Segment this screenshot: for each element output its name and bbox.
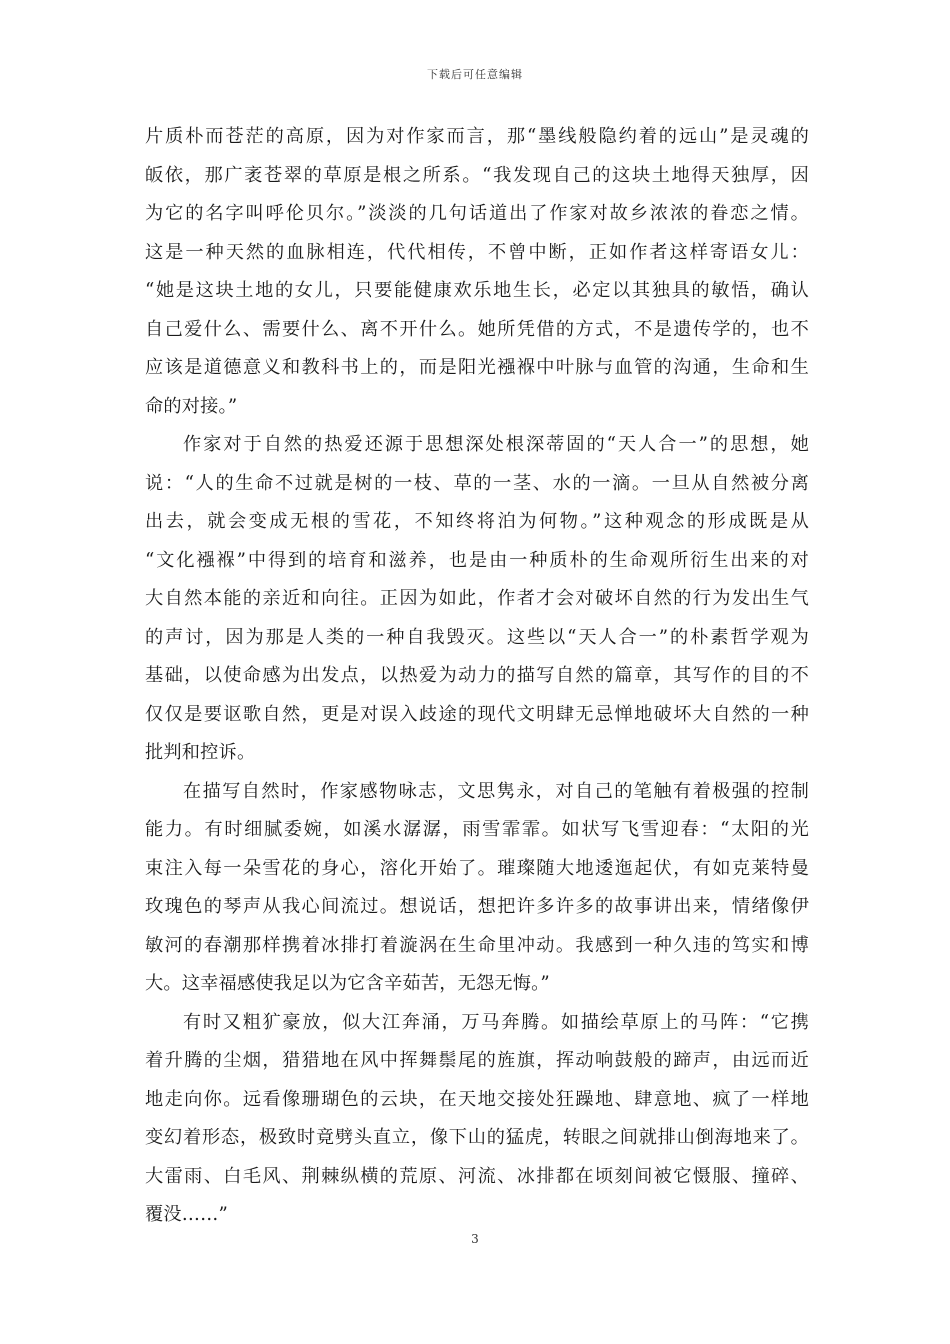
text-line: 批判和控诉。	[145, 742, 256, 763]
text-line: “她是这块土地的女儿，只要能健康欢乐地生长，必定以其独具的敏悟，确认	[145, 280, 809, 301]
text-line: 能力。有时细腻委婉，如溪水潺潺，雨雪霏霏。如状写飞雪迎春：“太阳的光	[145, 819, 809, 840]
text-line: 有时又粗犷豪放，似大江奔涌，万马奔腾。如描绘草原上的马阵：“它携	[183, 1011, 809, 1033]
text-line: 玫瑰色的琴声从我心间流过。想说话，想把许多许多的故事讲出来，情绪像伊	[145, 896, 809, 917]
text-line: 基础，以使命感为出发点，以热爱为动力的描写自然的篇章，其写作的目的不	[145, 665, 809, 686]
text-line: “文化襁褓”中得到的培育和滋养，也是由一种质朴的生命观所衍生出来的对	[145, 549, 809, 571]
text-line: 为它的名字叫呼伦贝尔。”淡淡的几句话道出了作家对故乡浓浓的眷恋之情。	[145, 203, 809, 224]
text-line: 自己爱什么、需要什么、离不开什么。她所凭借的方式，不是遗传学的，也不	[145, 318, 809, 340]
text-line: 地走向你。远看像珊瑚色的云块，在天地交接处狂躁地、肆意地、疯了一样地	[145, 1088, 809, 1110]
text-line: 片质朴而苍茫的高原，因为对作家而言，那“墨线般隐约着的远山”是灵魂的	[145, 126, 809, 147]
text-line: 应该是道德意义和教科书上的，而是阳光襁褓中叶脉与血管的沟通，生命和生	[145, 357, 809, 378]
text-line: 大。这幸福感使我足以为它含辛茹苦，无怨无悔。”	[145, 973, 550, 994]
text-line: 仅仅是要讴歌自然，更是对误入歧途的现代文明肆无忌惮地破坏大自然的一种	[145, 703, 809, 725]
document-body	[145, 118, 809, 1235]
page-header: 下载后可任意编辑	[427, 68, 523, 81]
text-line: 在描写自然时，作家感物咏志，文思隽永，对自己的笔触有着极强的控制	[183, 780, 809, 802]
text-line: 变幻着形态，极致时竟劈头直立，像下山的猛虎，转眼之间就排山倒海地来了。	[145, 1127, 809, 1148]
text-line: 大雷雨、白毛风、荆棘纵横的荒原、河流、冰排都在顷刻间被它慑服、撞碎、	[145, 1165, 809, 1187]
text-line: 皈依，那广袤苍翠的草原是根之所系。“我发现自己的这块土地得天独厚，因	[145, 164, 809, 186]
text-line: 的声讨，因为那是人类的一种自我毁灭。这些以“天人合一”的朴素哲学观为	[145, 626, 809, 648]
text-line: 命的对接。”	[145, 395, 238, 417]
text-line: 说：“人的生命不过就是树的一枝、草的一茎、水的一滴。一旦从自然被分离	[145, 472, 809, 494]
text-line: 出去，就会变成无根的雪花，不知终将泊为何物。”这种观念的形成既是从	[145, 511, 809, 532]
page-number: 3	[471, 1232, 479, 1246]
text-line: 束注入每一朵雪花的身心，溶化开始了。璀璨随大地逶迤起伏，有如克莱特曼	[145, 857, 809, 879]
text-line: 敏河的春潮那样携着冰排打着漩涡在生命里冲动。我感到一种久违的笃实和博	[145, 934, 809, 956]
text-line: 着升腾的尘烟，猎猎地在风中挥舞鬃尾的旌旗，挥动响鼓般的蹄声，由远而近	[145, 1050, 809, 1071]
text-line: 大自然本能的亲近和向往。正因为如此，作者才会对破坏自然的行为发出生气	[145, 588, 809, 609]
text-line: 这是一种天然的血脉相连，代代相传，不曾中断，正如作者这样寄语女儿：	[145, 241, 809, 263]
text-line: 作家对于自然的热爱还源于思想深处根深蒂固的“天人合一”的思想，她	[183, 434, 809, 455]
text-line: 覆没……”	[145, 1204, 229, 1225]
